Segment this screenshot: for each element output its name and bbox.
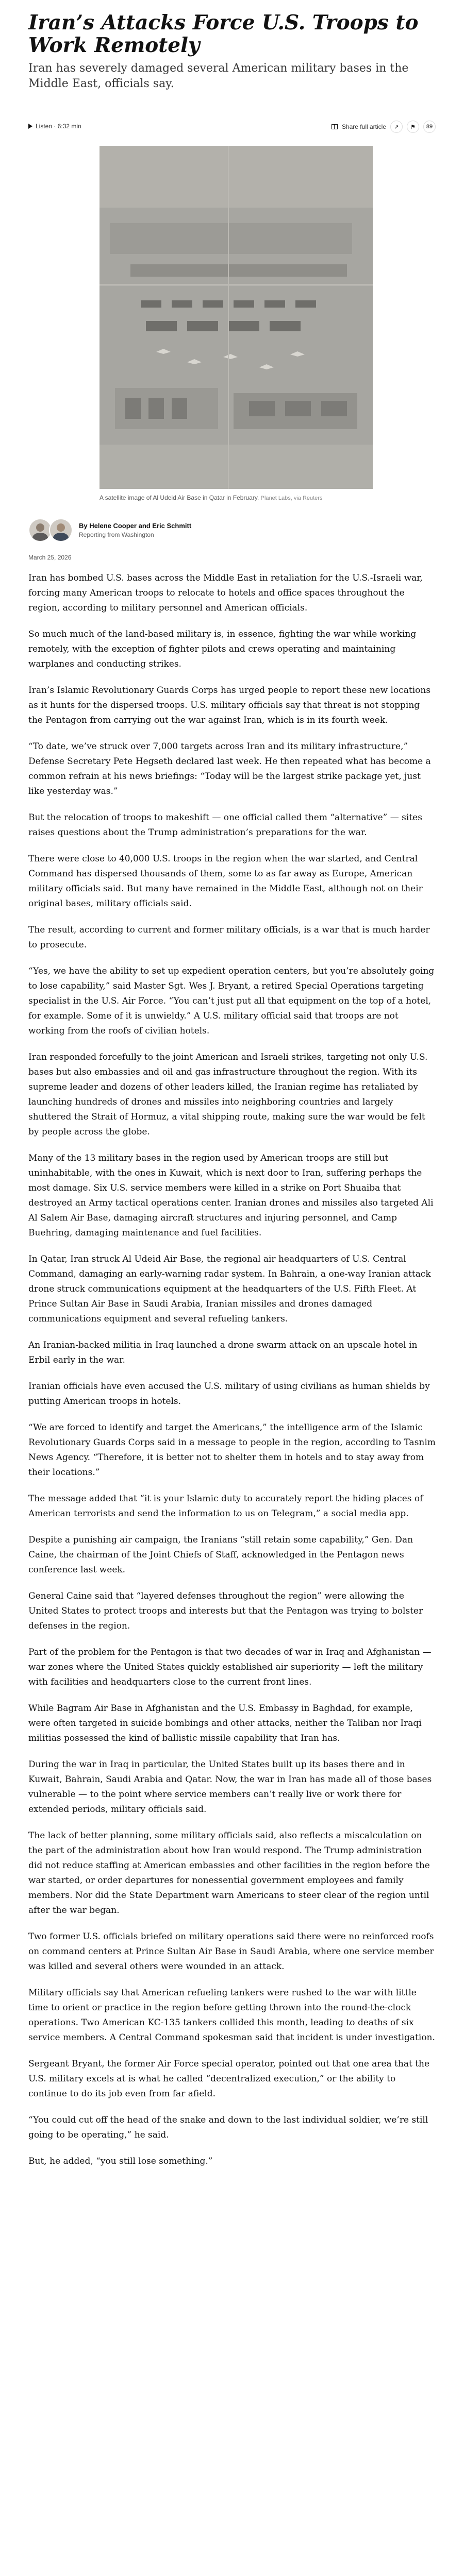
article-paragraph: Iran has bombed U.S. bases across the Middle East in retaliation for the U.S.-Israeli war, forcing many American troops to relocate to hotels and office spaces throughout the region, according to military personnel and American officials. — [28, 573, 423, 613]
share-tools — [332, 121, 436, 133]
article-paragraph: Two former U.S. officials briefed on military operations said there were no reinforced roofs on command centers at Prince Sultan Air Base in Saudi Arabia, where one service member was killed and several others were wounded in an attack. — [28, 1931, 434, 1972]
article-paragraph: Sergeant Bryant, the former Air Force special operator, pointed out that one area that the U.S. military excels at is what he called “decentralized execution,” or the ability to continue to do its job even from far afield. — [28, 2059, 430, 2099]
bookmark-icon-button[interactable]: ⚑ — [407, 121, 419, 133]
article-paragraph: Iranian officials have even accused the U.S. military of using civilians as human shields by putting American troops in hotels. — [28, 1381, 430, 1406]
headline: Iran’s Attacks Force U.S. Troops to Work Remotely — [28, 11, 419, 57]
satellite-image-graphic — [100, 146, 373, 489]
article-paragraph: Iran’s Islamic Revolutionary Guards Corps has urged people to report these new locations as it hunts for the dispersed troops. U.S. military officials say that threat is not stopping the Pentagon from carrying out the war against Iran, which is in its fourth week. — [28, 685, 431, 725]
play-icon — [28, 124, 32, 129]
listen-button[interactable] — [28, 123, 81, 130]
listen-label: Listen · 6:32 min — [36, 123, 81, 130]
share-full-article-button[interactable]: Share full article — [341, 123, 386, 130]
article-paragraph: An Iranian-backed militia in Iraq launched a drone swarm attack on an upscale hotel in Erbil early in the war. — [28, 1340, 418, 1365]
byline — [28, 516, 191, 544]
article-paragraph: Military officials say that American refueling tankers were rushed to the war with little time to orient or practice in the region before getting thrown into the round-the-clock operations. Two American KC-135 tankers collided this month, leading to deaths of six service members. A Central Command spokesman said that incident is under investigation. — [28, 1988, 435, 2043]
article-paragraph: Many of the 13 military bases in the region used by American troops are still but uninhabitable, with the ones in Kuwait, which is next door to Iran, suffering perhaps the most damage. Six U.S. service members were killed in a strike on Port Shuaiba that destroyed an Army tactical operations center. Iranian drones and missiles also targeted Ali Al Salem Air Base, damaging aircraft structures and injuring personnel, and Camp Buehring, damaging maintenance and fuel facilities. — [28, 1153, 434, 1238]
article-paragraph: Iran responded forcefully to the joint American and Israeli strikes, targeting not only U.S. bases but also embassies and oil and gas infrastructure throughout the region. With its supreme leader and dozens of other leaders killed, the Iranian regime has retaliated by launching hundreds of drones and missiles into neighboring countries and largely shuttered the Strait of Hormuz, a vital shipping route, making sure the war would be felt by people across the globe. — [28, 1052, 428, 1137]
article-paragraph: “Yes, we have the ability to set up expedient operation centers, but you’re absolutely going to lose capability,” said Master Sgt. Wes J. Bryant, a retired Special Operations targeting specialist in the U.S. Air Force. “You can’t just put all that equipment on the top of a hotel, for example. Some of it is unwieldy.” A U.S. military official said that troops are not working from the roofs of civilian hotels. — [28, 966, 435, 1036]
summary-dek: Iran has severely damaged several American military bases in the Middle East, officials say. — [28, 62, 409, 90]
article-paragraph: While Bagram Air Base in Afghanistan and the U.S. Embassy in Baghdad, for example, were often targeted in suicide bombings and other attacks, neither the Taliban nor Iraqi militias possessed the kind of ballistic missile capability that Iran has. — [28, 1703, 422, 1743]
comments-icon-button[interactable] — [423, 121, 436, 133]
article-paragraph: But, he added, “you still lose something.” — [28, 2156, 213, 2166]
article-paragraph: The result, according to current and former military officials, is a war that is much harder to prosecute. — [28, 925, 430, 950]
article-paragraph: General Caine said that “layered defenses throughout the region” were allowing the United States to protect troops and interests but that the Pentagon was trying to bolster defenses in the region. — [28, 1591, 423, 1631]
article-body — [28, 571, 436, 2180]
article-paragraph: “To date, we’ve struck over 7,000 targets across Iran and its military infrastructure,” Defense Secretary Pete Hegseth declared last week. He then repeated what has become a common refrain at his news briefings: “Today will be the largest strike package yet, just like yesterday was.” — [28, 741, 431, 796]
author-avatar[interactable] — [49, 518, 73, 542]
reporting-location: Reporting from Washington — [79, 531, 154, 538]
article-paragraph: There were close to 40,000 U.S. troops in the region when the war started, and Central Command has dispersed thousands of them, some to as far away as Europe, American military officials said. But many have remained in the Middle East, although not on their original bases, military officials said. — [28, 854, 423, 909]
article-toolbar — [28, 121, 436, 135]
article-paragraph: “You could cut off the head of the snake and down to the last individual soldier, we’re still going to be operating,” he said. — [28, 2115, 428, 2140]
article-paragraph: In Qatar, Iran struck Al Udeid Air Base, the regional air headquarters of U.S. Central Command, damaging an early-warning radar system. In Bahrain, a one-way Iranian attack drone struck communications equipment at the headquarters of the U.S. Fifth Fleet. At Prince Sultan Air Base in Saudi Arabia, Iranian missiles and drones damaged communications equipment and several refueling tankers. — [28, 1254, 431, 1324]
article-paragraph: The lack of better planning, some military officials said, also reflects a miscalculation on the part of the administration about how Iran would respond. The Trump administration did not reduce staffing at American embassies and other facilities in the region before the war started, or order departures for nonessential government employees and family members. Nor did the State Department warn Americans to steer clear of the region until after the war began. — [28, 1831, 430, 1916]
caption-text: A satellite image of Al Udeid Air Base in Qatar in February. — [100, 494, 259, 501]
share-icon-button[interactable]: ↗ — [390, 121, 403, 133]
comment-count: 89 — [426, 124, 433, 130]
publish-date: March 25, 2026 — [28, 554, 72, 561]
byline-text — [79, 521, 191, 539]
satellite-photo — [100, 146, 373, 489]
author-names[interactable]: By Helene Cooper and Eric Schmitt — [79, 521, 192, 530]
article-paragraph: Part of the problem for the Pentagon is that two decades of war in Iraq and Afghanistan — war zones where the United States quickly established air superiority — left the military with facilities and headquarters close to the current front lines. — [28, 1647, 432, 1687]
gift-icon — [332, 124, 338, 129]
photo-credit: Planet Labs, via Reuters — [260, 495, 323, 501]
article-paragraph: Despite a punishing air campaign, the Iranians “still retain some capability,” Gen. Dan Caine, the chairman of the Joint Chiefs of Staff, acknowledged in the Pentagon news conference last week. — [28, 1535, 413, 1575]
article-paragraph: “We are forced to identify and target the Americans,” the intelligence arm of the Islamic Revolutionary Guards Corps said in a message to people in the region, according to Tasnim News Agency. “Therefore, it is better not to shelter them in hotels and to stay away from their locations.” — [28, 1422, 436, 1478]
article-paragraph: But the relocation of troops to makeshift — one official called them “alternative” — sites raises questions about the Trump administration’s preparations for the war. — [28, 812, 422, 838]
photo-caption — [100, 494, 378, 503]
article-paragraph: The message added that “it is your Islamic duty to accurately report the hiding places of American terrorists and send the information to us on Telegram,” a social media app. — [28, 1494, 423, 1519]
article-paragraph: During the war in Iraq in particular, the United States built up its bases there and in Kuwait, Bahrain, Saudi Arabia and Qatar. Now, the war in Iran has made all of those bases vulnerable — to the point where service members can’t really live or work there for extended periods, military officials said. — [28, 1759, 432, 1815]
article-paragraph: So much much of the land-based military is, in essence, fighting the war while working remotely, with the exception of fighter pilots and crews operating and maintaining warplanes and conducting strikes. — [28, 629, 417, 669]
